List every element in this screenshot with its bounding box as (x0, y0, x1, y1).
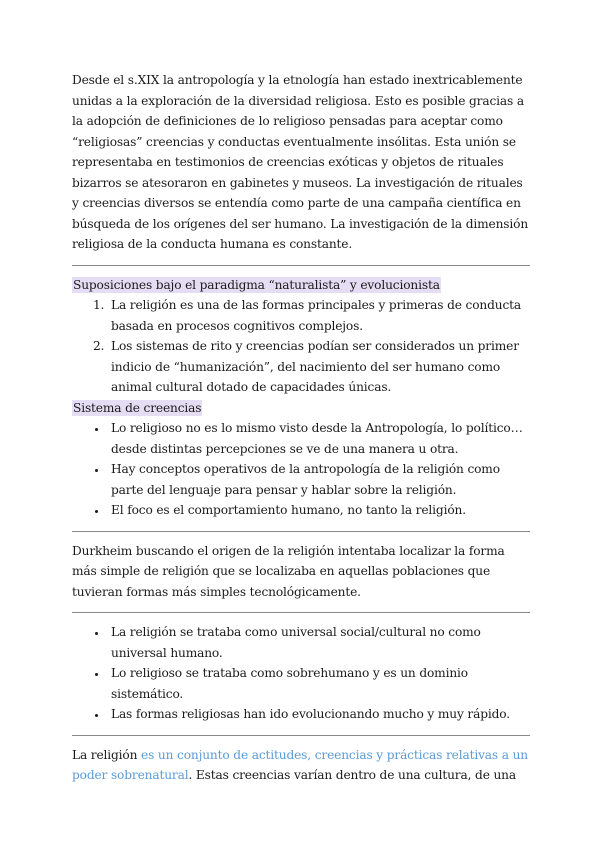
section-heading-sistema (72, 398, 530, 419)
list-item: 1. La religión es una de las formas principales y primeras de conducta basada en procesos cognitivos complejos. (108, 295, 530, 336)
section-heading-sistema-text: Sistema de creencias (73, 400, 202, 415)
list-item: • La religión se trataba como universal social/cultural no como universal humano. (108, 622, 530, 663)
divider-4 (72, 735, 530, 736)
section-heading-naturalista (72, 275, 530, 296)
list-item: • Lo religioso se trataba como sobrehumano y es un dominio sistemático. (108, 663, 530, 704)
list-item: • El foco es el comportamiento humano, no tanto la religión. (108, 500, 530, 521)
definition-highlight: es un conjunto de actitudes, creencias y prácticas relativas a un poder sobrenatural (72, 747, 528, 782)
list-item: 2. Los sistemas de rito y creencias podían ser considerados un primer indicio de “humanización”, del nacimiento del ser humano como animal cultural dotado de capacidades únicas. (108, 336, 530, 398)
naturalista-list (72, 295, 530, 398)
list-item: • Hay conceptos operativos de la antropología de la religión como parte del lenguaje para pensar y hablar sobre la religión. (108, 459, 530, 500)
definition-paragraph (72, 745, 530, 786)
list-item: • Las formas religiosas han ido evolucionando mucho y muy rápido. (108, 704, 530, 725)
divider-1 (72, 265, 530, 266)
definition-prefix: La religión (72, 747, 142, 762)
divider-3 (72, 612, 530, 613)
divider-2 (72, 531, 530, 532)
list-item: • Lo religioso no es lo mismo visto desde la Antropología, lo político… desde distintas percepciones se ve de una manera u otra. (108, 418, 530, 459)
definition-suffix: . Estas creencias varían dentro de una cultura, de una (188, 768, 516, 782)
intro-paragraph: Desde el s.XIX la antropología y la etnología han estado inextricablemente unidas a la exploración de la diversidad religiosa. Esto es posible gracias a la adopción de definiciones de lo religioso pensadas para aceptar como “religiosas” creencias y conductas eventualmente insólitas. Esta unión se representaba en testimonios de creencias exóticas y objetos de rituales bizarros se atesoraron en gabinetes y museos. La investigación de rituales y creencias diversos se entendía como parte de una campaña científica en búsqueda de los orígenes del ser humano. La investigación de la dimensión religiosa de la conducta humana es constante. (72, 73, 529, 251)
section-heading-naturalista-text: Suposiciones bajo el paradigma “naturalista” y evolucionista (73, 277, 440, 292)
durkheim-paragraph: Durkheim buscando el origen de la religión intentaba localizar la forma más simple de religión que se localizaba en aquellas poblaciones que tuvieran formas más simples tecnológicamente. (72, 543, 505, 599)
religion-traits-list (72, 622, 530, 725)
sistema-list (72, 418, 530, 521)
